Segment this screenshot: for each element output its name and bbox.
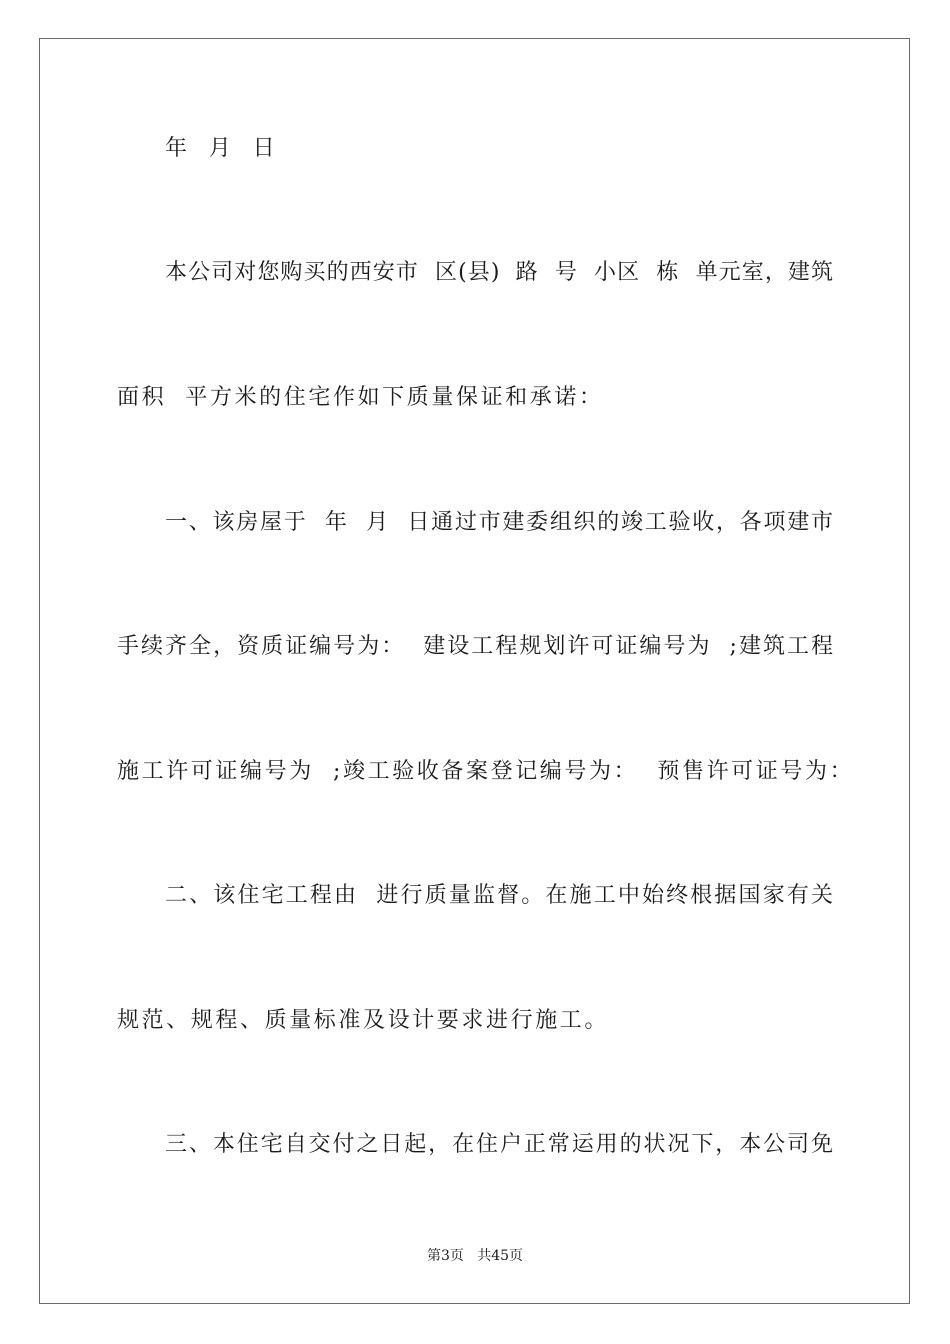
paragraph-one-line-3: 施工许可证编号为 ;竣工验收备案登记编号为： 预售许可证号为： [117,759,855,784]
page-border [39,38,910,1304]
paragraph-two-line-2: 规范、规程、质量标准及设计要求进行施工。 [117,1008,610,1033]
paragraph-one-line-1: 一、该房屋于 年 月 日通过市建委组织的竣工验收，各项建市 [165,510,833,535]
paragraph-intro-line-1: 本公司对您购买的西安市 区(县) 路 号 小区 栋 单元室，建筑 [165,260,833,285]
paragraph-two-line-1: 二、该住宅工程由 进行质量监督。在施工中始终根据国家有关 [165,883,833,908]
date-line: 年 月 日 [165,136,278,161]
paragraph-intro-line-2: 面积 平方米的住宅作如下质量保证和承诺： [117,385,604,410]
paragraph-three-line-1: 三、本住宅自交付之日起，在住户正常运用的状况下，本公司免 [165,1132,833,1157]
paragraph-one-line-2: 手续齐全，资质证编号为： 建设工程规划许可证编号为 ;建筑工程 [117,634,833,659]
page-number-footer: 第3页 共45页 [426,1248,524,1264]
